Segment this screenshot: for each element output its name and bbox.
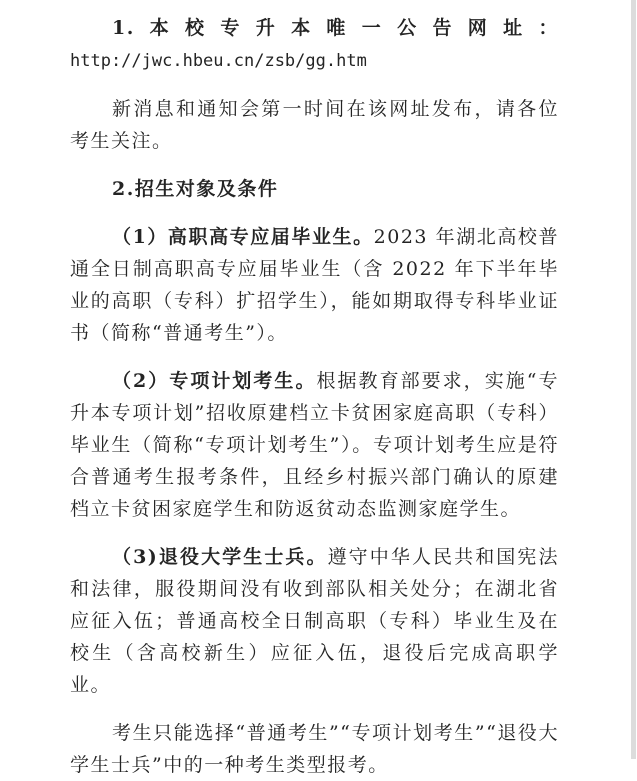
section-heading-text: 2.招生对象及条件 — [112, 178, 279, 200]
url-text: http://jwc.hbeu.cn/zsb/gg.htm — [70, 51, 367, 71]
candidate-type-text: 考生只能选择“普通考生”“专项计划考生”“退役大学生士兵”中的一种考生类型报考。 — [70, 722, 559, 776]
candidate-type-paragraph — [70, 717, 559, 781]
scrollbar[interactable] — [631, 0, 636, 759]
item-2-lead: （2）专项计划考生。 — [112, 370, 317, 392]
item-3-text: 遵守中华人民共和国宪法和法律，服役期间没有收到部队相关处分；在湖北省应征入伍；普通高校全日制高职（专科）毕业生及在校生（含高校新生）应征入伍，退役后完成高职学业。 — [70, 546, 559, 696]
item-1-lead: （1）高职高专应届毕业生。 — [112, 226, 374, 248]
notice-paragraph — [70, 93, 559, 157]
url-paragraph-lead: 1.本校专升本唯一公告网址： — [112, 17, 559, 39]
item-2-paragraph — [70, 365, 559, 525]
document-page — [70, 12, 559, 781]
item-1-text: 2023 年湖北高校普通全日制高职高专应届毕业生（含 2022 年下半年毕业的高职（专科）扩招学生），能如期取得专科毕业证书（简称“普通考生”）。 — [70, 226, 559, 344]
item-3-paragraph — [70, 541, 559, 701]
item-1-paragraph — [70, 221, 559, 349]
section-heading — [70, 173, 559, 205]
item-3-lead: （3)退役大学生士兵。 — [112, 546, 328, 568]
item-2-text: 根据教育部要求，实施“专升本专项计划”招收原建档立卡贫困家庭高职（专科）毕业生（简称“专项计划考生”）。专项计划考生应是符合普通考生报考条件，且经乡村振兴部门确认的原建档立卡贫困家庭学生和防返贫动态监测家庭学生。 — [70, 370, 559, 520]
url-paragraph — [70, 12, 559, 77]
notice-paragraph-text: 新消息和通知会第一时间在该网址发布，请各位考生关注。 — [70, 98, 559, 152]
